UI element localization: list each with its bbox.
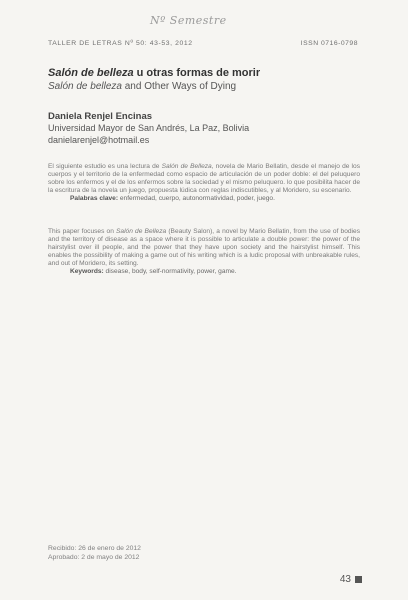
handwritten-note: Nº Semestre — [150, 14, 227, 27]
keywords-spanish — [48, 195, 360, 203]
abstract-es-part-2: , novela de Mario Bellatin, desde el manejo de los cuerpos y el territorio de la enfermedad como espacio de articulación de un poder doble: el del peluquero sobre los enfermos y el de los enfermos sobre la sociedad y el mismo peluquero. lo que posibilita hacer de la escritura de la novela un juego, propuesta lúdica con reglas indiscutibles, y al Moridero, su escenario. — [48, 163, 360, 195]
abstract-en-part-2: (Beauty Salon), a novel by Mario Bellatin, from the use of bodies and the territory of disease as a space where it is possible to articulate a double power: the power of the hairstylist over ill people, and the power that they have upon society and the hairstylist himself. This enables the possibility of making a game out of his writing which is a ludic proposal with unbreakable rules, and out of Moridero, its setting. — [48, 228, 360, 268]
approved-date: Aprobado: 2 de mayo de 2012 — [48, 553, 140, 561]
keywords-es-label: Palabras clave: — [70, 195, 119, 203]
abstract-spanish-text — [48, 163, 360, 195]
received-date: Recibido: 26 de enero de 2012 — [48, 545, 141, 552]
article-title — [48, 67, 260, 79]
keywords-es-list: enfermedad, cuerpo, autonormatividad, poder, juego. — [118, 195, 275, 203]
keywords-english — [48, 268, 360, 276]
abstract-es-part-1: El siguiente estudio es una lectura de — [48, 163, 162, 170]
submission-dates — [48, 545, 141, 562]
title-rest: u otras formas de morir — [133, 67, 261, 79]
abstract-en-part-1: This paper focuses on — [48, 228, 117, 235]
subtitle-italic: Salón de belleza — [48, 81, 122, 92]
abstract-spanish — [48, 163, 360, 203]
page-number-text: 43 — [339, 574, 351, 585]
author-email: danielarenjel@hotmail.es — [48, 135, 150, 145]
title-italic: Salón de belleza — [48, 67, 134, 79]
author-name: Daniela Renjel Encinas — [48, 111, 153, 122]
keywords-en-label: Keywords: — [70, 268, 104, 276]
journal-citation: TALLER DE LETRAS Nº 50: 43-53, 2012 — [48, 40, 193, 47]
issn: ISSN 0716-0798 — [300, 40, 358, 47]
subtitle-rest: and Other Ways of Dying — [121, 81, 237, 92]
keywords-en-list: disease, body, self-normativity, power, game. — [103, 268, 237, 276]
page-number — [340, 574, 362, 585]
abstract-es-italic: Salón de Belleza — [161, 163, 212, 170]
abstract-en-italic: Salón de Belleza — [116, 228, 167, 235]
abstract-english — [48, 228, 360, 277]
square-marker-icon — [355, 576, 362, 583]
abstract-english-text — [48, 228, 360, 268]
article-subtitle — [48, 81, 236, 92]
author-affiliation: Universidad Mayor de San Andrés, La Paz, Bolivia — [48, 123, 250, 133]
